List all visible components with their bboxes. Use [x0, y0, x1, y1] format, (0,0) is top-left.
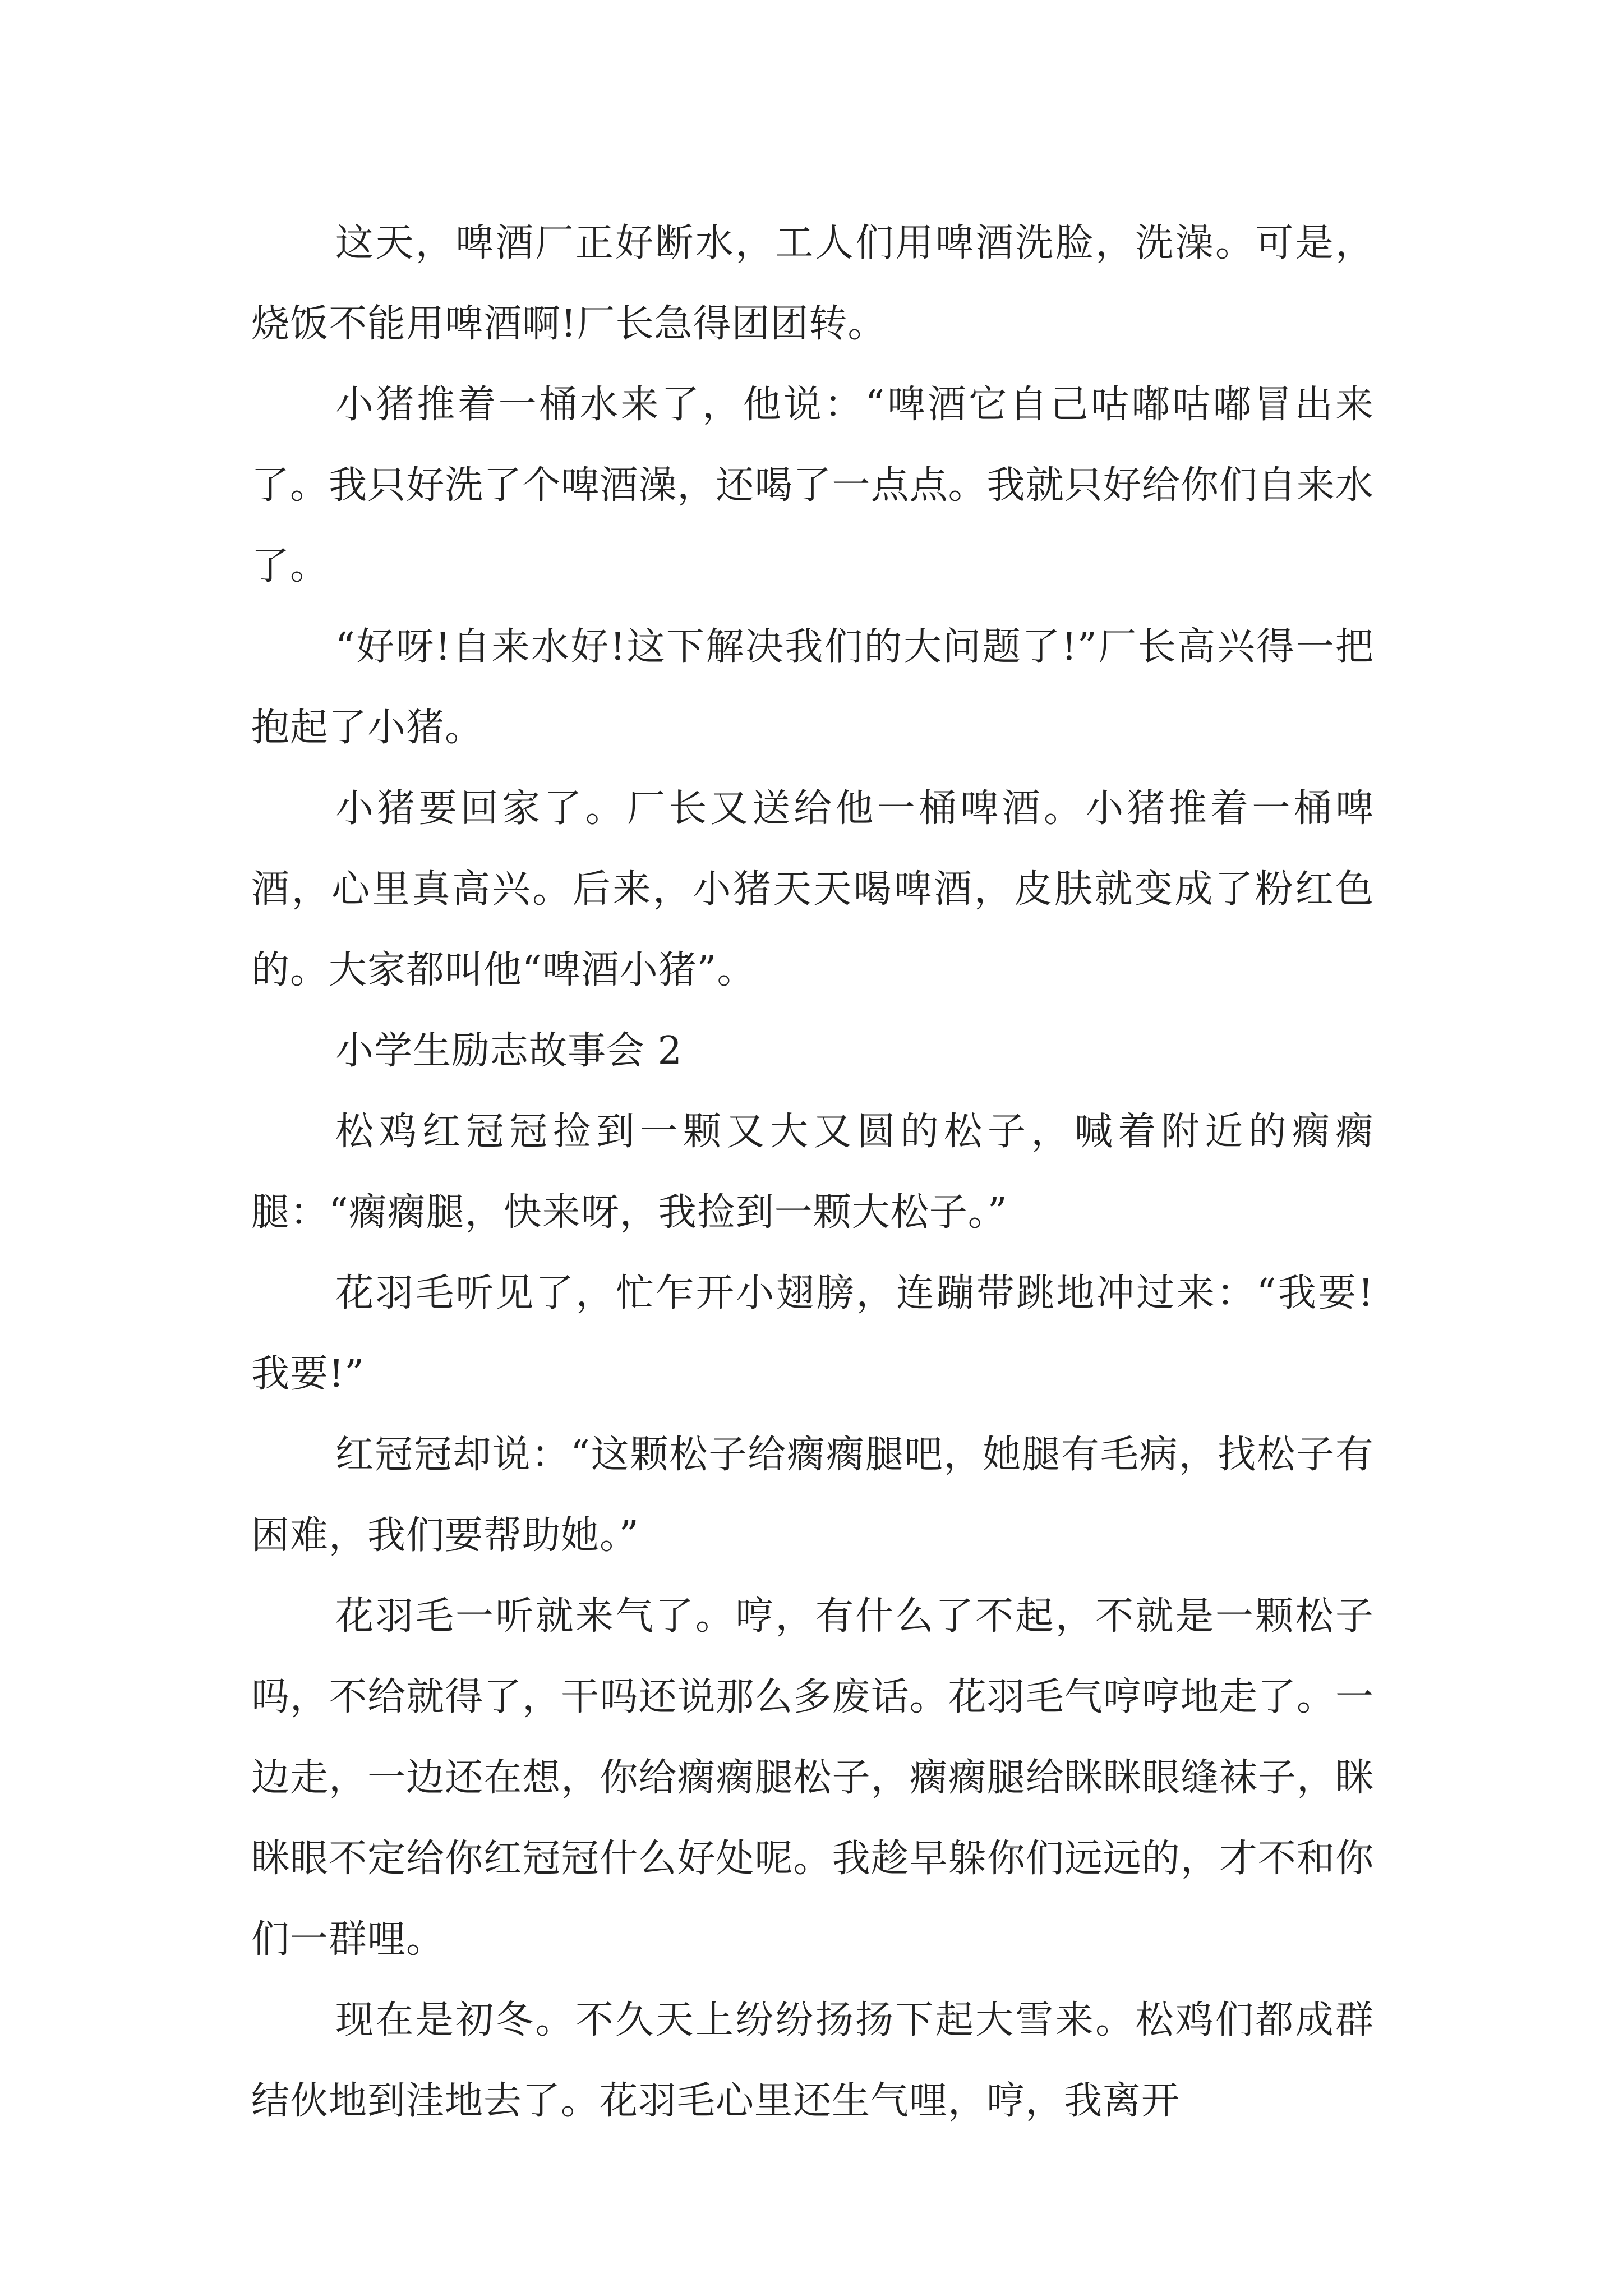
paragraph-beer-piglet: 小猪要回家了。厂长又送给他一桶啤酒。小猪推着一桶啤酒，心里真高兴。后来，小猪天天喝啤酒，皮肤就变成了粉红色的。大家都叫他“啤酒小猪”。	[251, 786, 1374, 992]
story-heading: 小学生励志故事会 2	[335, 1029, 683, 1073]
paragraph-brewery-water-cut: 这天，啤酒厂正好断水，工人们用啤酒洗脸，洗澡。可是，烧饭不能用啤酒啊!厂长急得团团转。	[251, 221, 1374, 346]
paragraph-early-winter: 现在是初冬。不久天上纷纷扬扬下起大雪来。松鸡们都成群结伙地到洼地去了。花羽毛心里还生气哩，哼，我离开	[251, 1998, 1374, 2123]
paragraph-hongguanguan-says: 红冠冠却说：“这颗松子给瘸瘸腿吧，她腿有毛病，找松子有困难，我们要帮助她。”	[251, 1433, 1375, 1558]
paragraph-hua-yumao-angry: 花羽毛一听就来气了。哼，有什么了不起，不就是一颗松子吗，不给就得了，干吗还说那么多废话。花羽毛气哼哼地走了。一边走，一边还在想，你给瘸瘸腿松子，瘸瘸腿给眯眯眼缝袜子，眯眯眼不定给你红冠冠什么好处呢。我趁早躲你们远远的，才不和你们一群哩。	[251, 1594, 1374, 1962]
paragraph-piglet-brings-water: 小猪推着一桶水来了，他说：“啤酒它自己咕嘟咕嘟冒出来了。我只好洗了个啤酒澡，还喝了一点点。我就只好给你们自来水了。	[251, 383, 1374, 588]
paragraph-director-happy: “好呀!自来水好!这下解决我们的大问题了!”厂长高兴得一把抱起了小猪。	[251, 625, 1374, 750]
paragraph-hua-yumao-rushes: 花羽毛听见了，忙乍开小翅膀，连蹦带跳地冲过来：“我要!我要!”	[251, 1271, 1374, 1396]
document-body	[251, 203, 1374, 2142]
paragraph-pine-nut-found: 松鸡红冠冠捡到一颗又大又圆的松子，喊着附近的瘸瘸腿：“瘸瘸腿，快来呀，我捡到一颗大松子。”	[251, 1110, 1374, 1235]
